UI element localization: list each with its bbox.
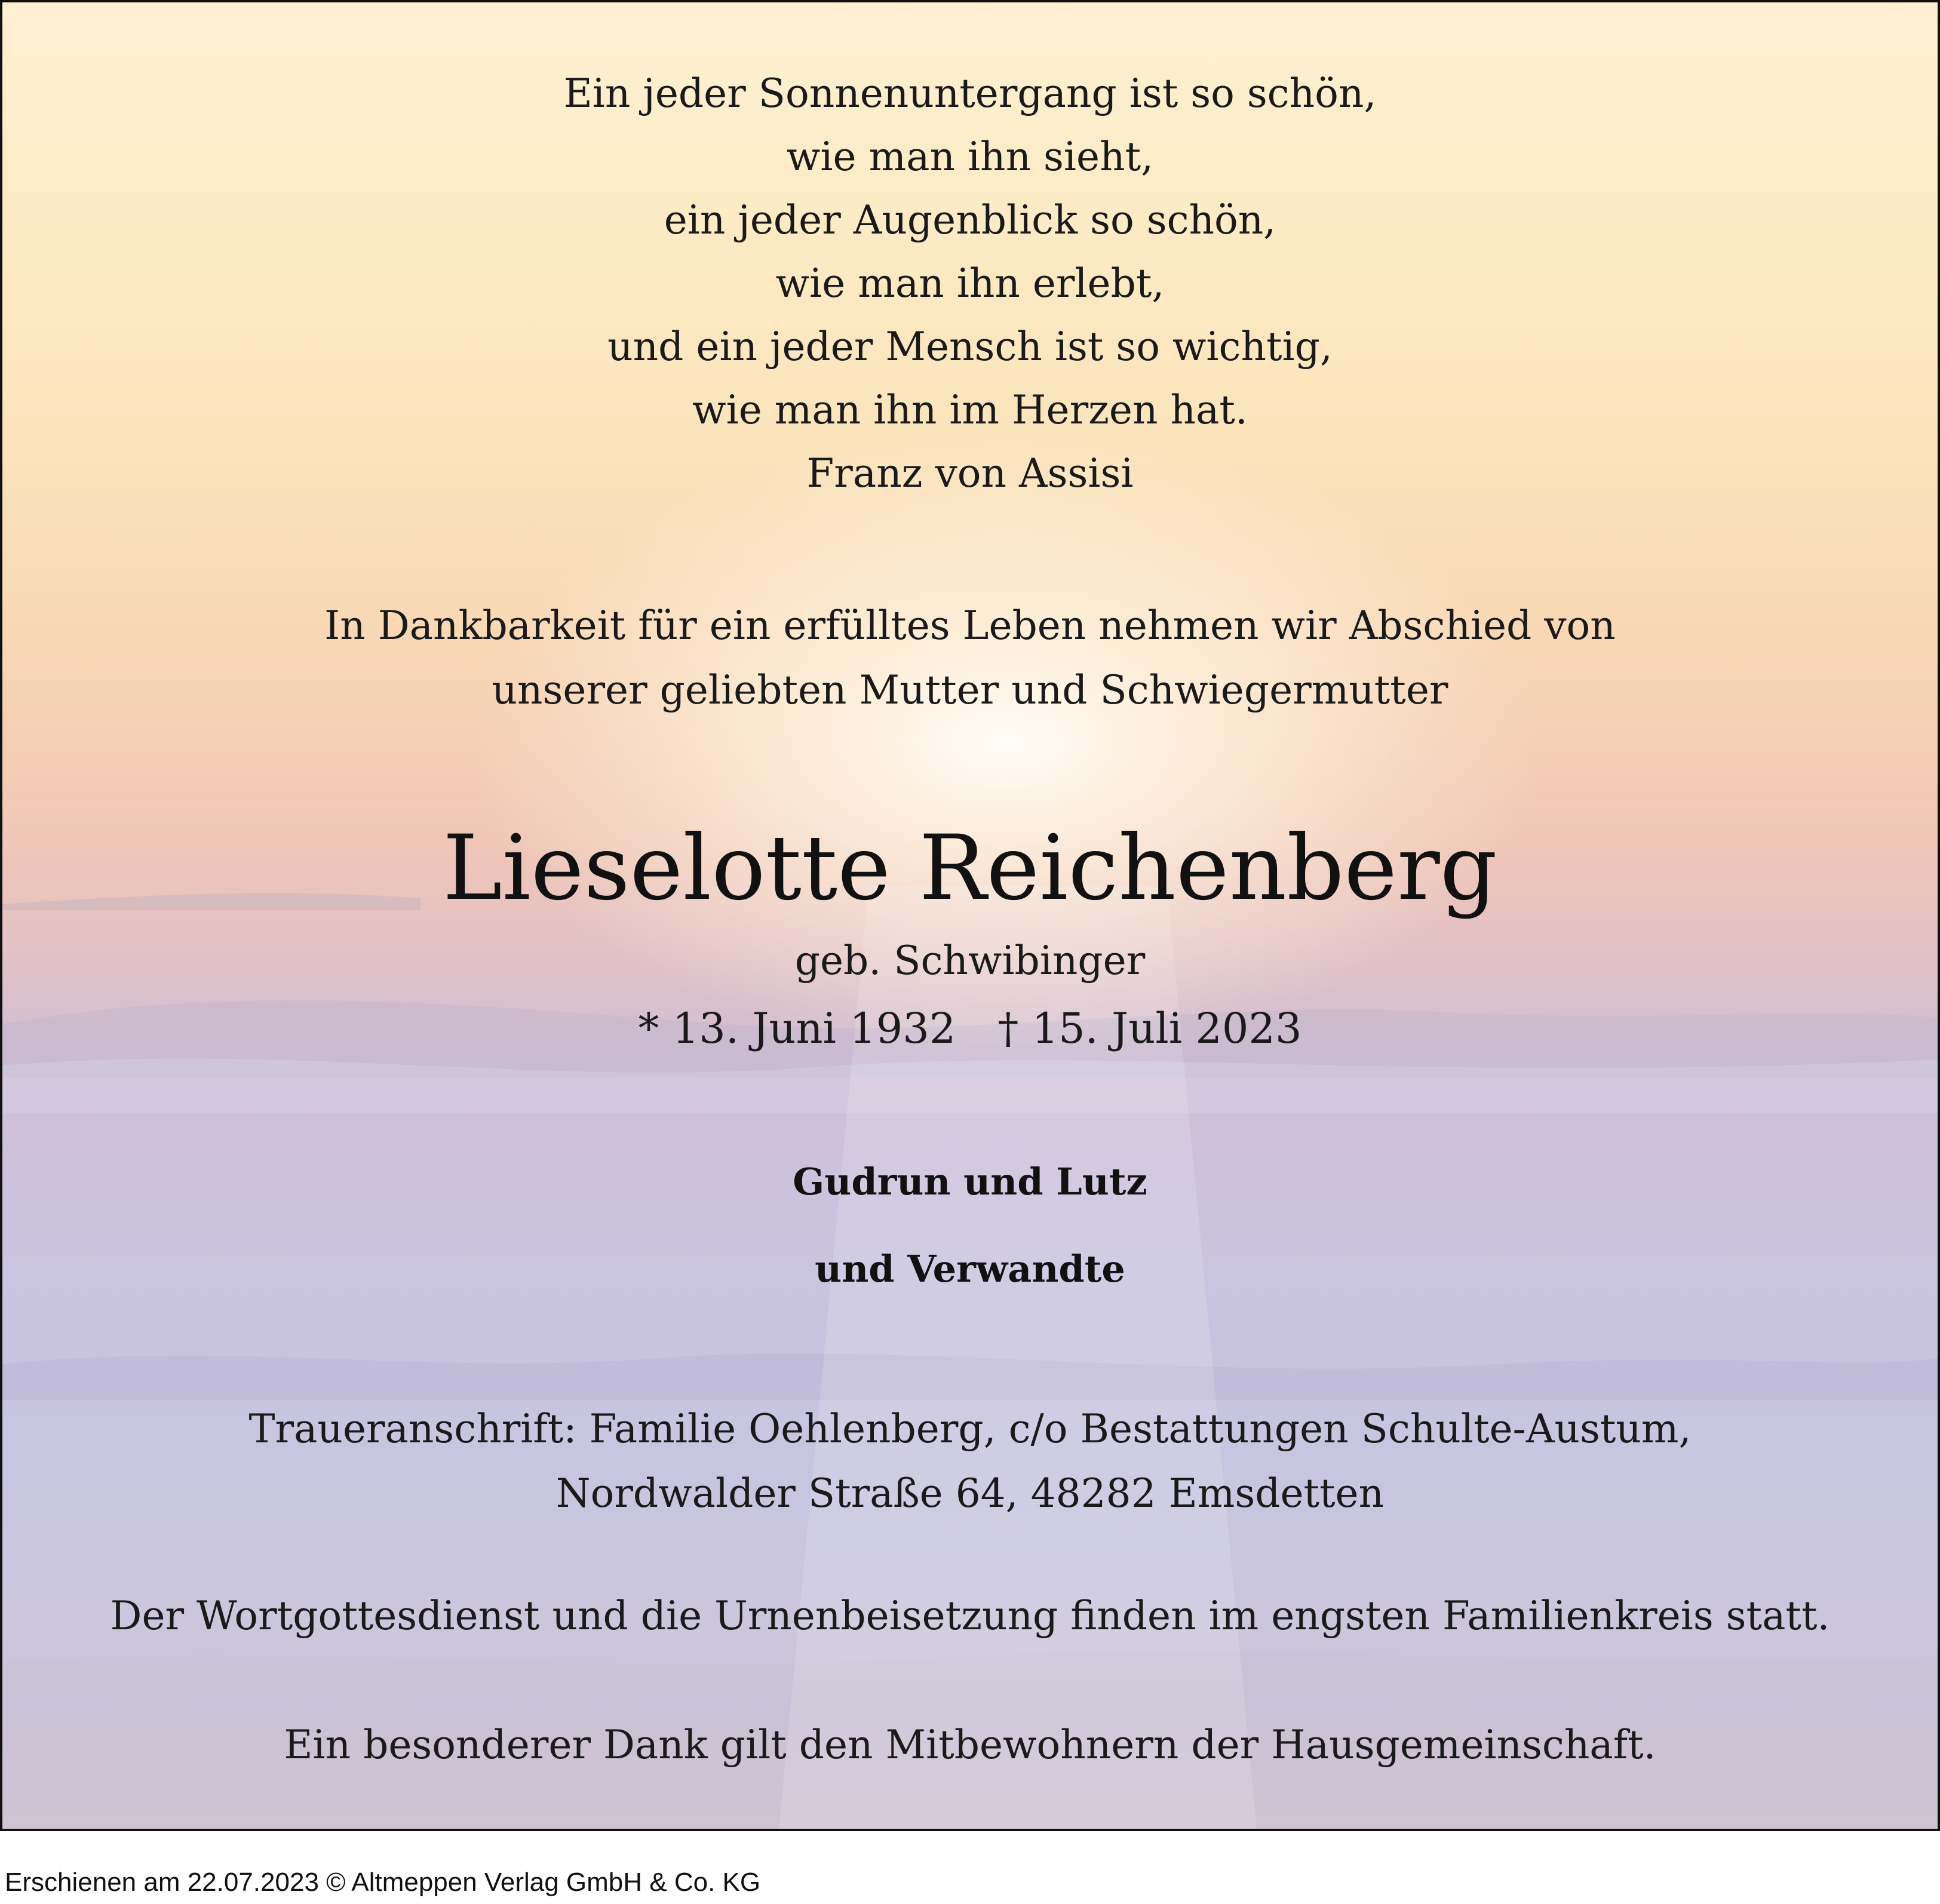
- death-date: † 15. Juli 2023: [997, 1004, 1302, 1053]
- address-line-1: Traueranschrift: Familie Oehlenberg, c/o Bestattungen Schulte-Austum,: [248, 1406, 1692, 1452]
- address-line-2: Nordwalder Straße 64, 48282 Emsdetten: [555, 1470, 1385, 1516]
- intro-text: [2, 594, 1938, 723]
- life-dates: [2, 999, 1938, 1058]
- verse-line: wie man ihn erlebt,: [775, 260, 1165, 306]
- verse-line: wie man ihn im Herzen hat.: [692, 387, 1248, 433]
- mourners-line-1: Gudrun und Lutz: [793, 1160, 1147, 1203]
- verse-line: wie man ihn sieht,: [786, 134, 1154, 180]
- service-note: Der Wortgottesdienst und die Urnenbeisetzung finden im engsten Familienkreis statt.: [110, 1593, 1830, 1639]
- verse-line: Ein jeder Sonnenuntergang ist so schön,: [563, 70, 1377, 116]
- intro-line-2: unserer geliebten Mutter und Schwiegermutter: [492, 667, 1448, 713]
- birth-date: * 13. Juni 1932: [638, 1004, 956, 1053]
- mourners: [2, 1155, 1938, 1296]
- maiden-name: geb. Schwibinger: [794, 938, 1146, 984]
- mourners-line-2: und Verwandte: [815, 1247, 1125, 1291]
- intro-line-1: In Dankbarkeit für ein erfülltes Leben nehmen wir Abschied von: [324, 603, 1616, 649]
- deceased-name: Lieselotte Reichenberg: [443, 816, 1497, 920]
- condolence-address: [2, 1397, 1938, 1526]
- verse-line: ein jeder Augenblick so schön,: [664, 197, 1276, 243]
- verse-line: und ein jeder Mensch ist so wichtig,: [607, 324, 1333, 370]
- verse-author: Franz von Assisi: [806, 450, 1134, 496]
- thanks-note: Ein besonderer Dank gilt den Mitbewohnern der Hausgemeinschaft.: [284, 1722, 1656, 1768]
- poem-verse: [2, 62, 1938, 505]
- publication-footer: Erschienen am 22.07.2023 © Altmeppen Verlag GmbH & Co. KG: [5, 1868, 761, 1897]
